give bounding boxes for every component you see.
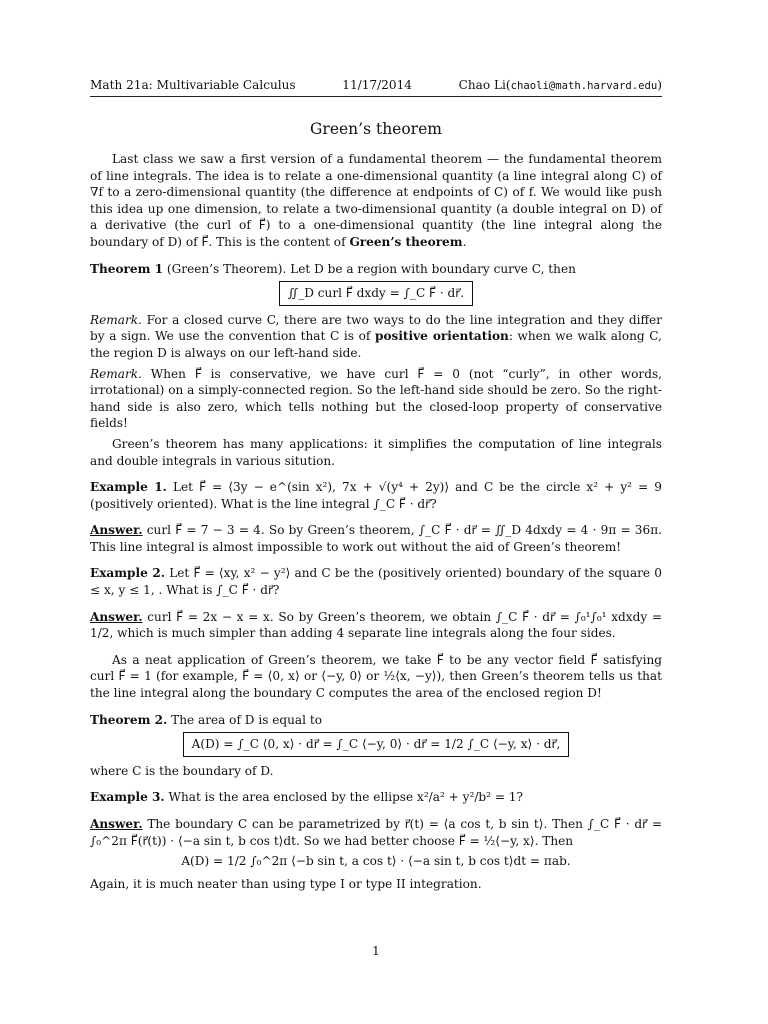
- theorem-1-formula: ∬_D curl F⃗ dxdy = ∫_C F⃗ · dr⃗.: [279, 281, 473, 306]
- body-text: [90, 151, 662, 896]
- remark-1-text-b: : when we walk along C, the region D is always on our left-hand side.: [90, 329, 662, 360]
- theorem-2-text: The area of D is equal to: [171, 712, 322, 727]
- answer-1-label: Answer.: [90, 523, 143, 538]
- closing-line: Again, it is much neater than using type I or type II integration.: [90, 876, 482, 891]
- answer-2-text: curl F⃗ = 2x − x = x. So by Green’s theorem, we obtain ∫_C F⃗ · dr⃗ = ∫₀¹∫₀¹ xdxdy = 1/2, which is much simpler than adding 4 separate line integrals along the four sides.: [90, 609, 662, 641]
- course-title: Math 21a: Multivariable Calculus: [90, 78, 296, 92]
- example-3-label: Example 3.: [90, 790, 165, 805]
- theorem-1-label: Theorem 1: [90, 261, 164, 276]
- example-3-text: What is the area enclosed by the ellipse x²/a² + y²/b² = 1?: [168, 790, 523, 805]
- theorem-1: [90, 261, 662, 278]
- answer-1: [90, 522, 662, 555]
- intro-text: Last class we saw a first version of a fundamental theorem — the fundamental theorem of line integrals. The idea is to relate a one-dimensional quantity (a line integral along C) of ∇f to a zero-dimensional quantity (the difference at endpoints of C) of f. We would like push this idea up one dimension, to relate a two-dimensional quantity (a double integral on D) of a derivative (the curl of F⃗) to a one-dimensional quantity (the line integral along the boundary of D) of F⃗. This is the content of: [90, 152, 662, 249]
- remark-1-label: Remark.: [90, 312, 142, 327]
- area-paragraph: As a neat application of Green’s theorem, we take F⃗ to be any vector field F⃗ satisfying curl F⃗ = 1 (for example, F⃗ = ⟨0, x⟩ or ⟨−y, 0⟩ or ½⟨x, −y⟩), then Green’s theorem tells us that the line integral along the boundary C computes the area of the enclosed region D!: [90, 652, 662, 701]
- author-email[interactable]: chaoli@math.harvard.edu: [510, 80, 658, 92]
- example-2-label: Example 2.: [90, 566, 165, 581]
- author-close-paren: ): [657, 78, 662, 92]
- page-number: 1: [372, 944, 380, 958]
- header-rule: [90, 96, 662, 97]
- remark-2: [90, 366, 662, 432]
- remark-1-text-a: For a closed curve C, there are two ways to do the line integration and they differ by a sign. We use the convention that C is of: [90, 312, 662, 344]
- header-date: 11/17/2014: [342, 78, 412, 92]
- remark-1-bold: positive orientation: [375, 329, 509, 344]
- remark-1: [90, 312, 662, 362]
- example-2-text: Let F⃗ = ⟨xy, x² − y²⟩ and C be the (positively oriented) boundary of the square 0 ≤ x, y ≤ 1, . What is ∫_C F⃗ · dr⃗?: [90, 566, 662, 598]
- example-1-label: Example 1.: [90, 480, 167, 495]
- theorem-1-name: (Green’s Theorem).: [166, 261, 287, 276]
- header-author: [459, 77, 662, 95]
- answer-2: [90, 609, 662, 642]
- example-1: [90, 479, 662, 512]
- answer-3-text: The boundary C can be parametrized by r⃗(t) = ⟨a cos t, b sin t⟩. Then ∫_C F⃗ · dr⃗ = ∫₀^2π F⃗(r⃗(t)) · ⟨−a sin t, b cos t⟩dt. So we had better choose F⃗ = ½⟨−y, x⟩. Then: [90, 817, 662, 848]
- author-name: Chao Li(: [458, 78, 511, 92]
- document-title: Green’s theorem: [310, 120, 442, 138]
- answer-3-formula: A(D) = 1/2 ∫₀^2π ⟨−b sin t, a cos t⟩ · ⟨−a sin t, b cos t⟩dt = πab.: [181, 854, 571, 869]
- remark-2-label: Remark.: [90, 366, 142, 381]
- theorem-2: [90, 712, 662, 729]
- theorem-2-formula: A(D) = ∫_C ⟨0, x⟩ · dr⃗ = ∫_C ⟨−y, 0⟩ · dr⃗ = 1/2 ∫_C ⟨−y, x⟩ · dr⃗,: [183, 732, 570, 757]
- example-3: [90, 789, 662, 806]
- answer-3: [90, 816, 662, 849]
- where-line: where C is the boundary of D.: [90, 763, 274, 778]
- intro-bold: Green’s theorem: [349, 234, 463, 249]
- theorem-1-formula-wrap: [90, 281, 662, 306]
- intro-end: .: [462, 234, 467, 249]
- theorem-1-text: Let D be a region with boundary curve C, then: [290, 261, 576, 276]
- answer-2-label: Answer.: [90, 609, 143, 624]
- theorem-2-formula-wrap: [90, 732, 662, 757]
- applications-paragraph: Green’s theorem has many applications: it simplifies the computation of line integrals and double integrals in various sitution.: [90, 436, 662, 468]
- theorem-2-label: Theorem 2.: [90, 712, 168, 727]
- remark-2-text: When F⃗ is conservative, we have curl F⃗ = 0 (not “curly”, in other words, irrotational) on a simply-connected region. So the left-hand side should be zero. So the right-hand side is also zero, which tells nothing but the closed-loop property of conservative fields!: [90, 366, 662, 431]
- example-2: [90, 565, 662, 598]
- intro-paragraph: [90, 151, 662, 251]
- example-1-text: Let F⃗ = ⟨3y − e^(sin x²), 7x + √(y⁴ + 2y)⟩ and C be the circle x² + y² = 9 (positively oriented). What is the line integral ∫_C F⃗ · dr⃗?: [90, 480, 662, 511]
- answer-1-text: curl F⃗ = 7 − 3 = 4. So by Green’s theorem, ∫_C F⃗ · dr⃗ = ∬_D 4dxdy = 4 · 9π = 36π. This line integral is almost impossible to work out without the aid of Green’s theorem!: [90, 523, 662, 554]
- answer-3-label: Answer.: [90, 817, 143, 831]
- page-header: [90, 77, 662, 95]
